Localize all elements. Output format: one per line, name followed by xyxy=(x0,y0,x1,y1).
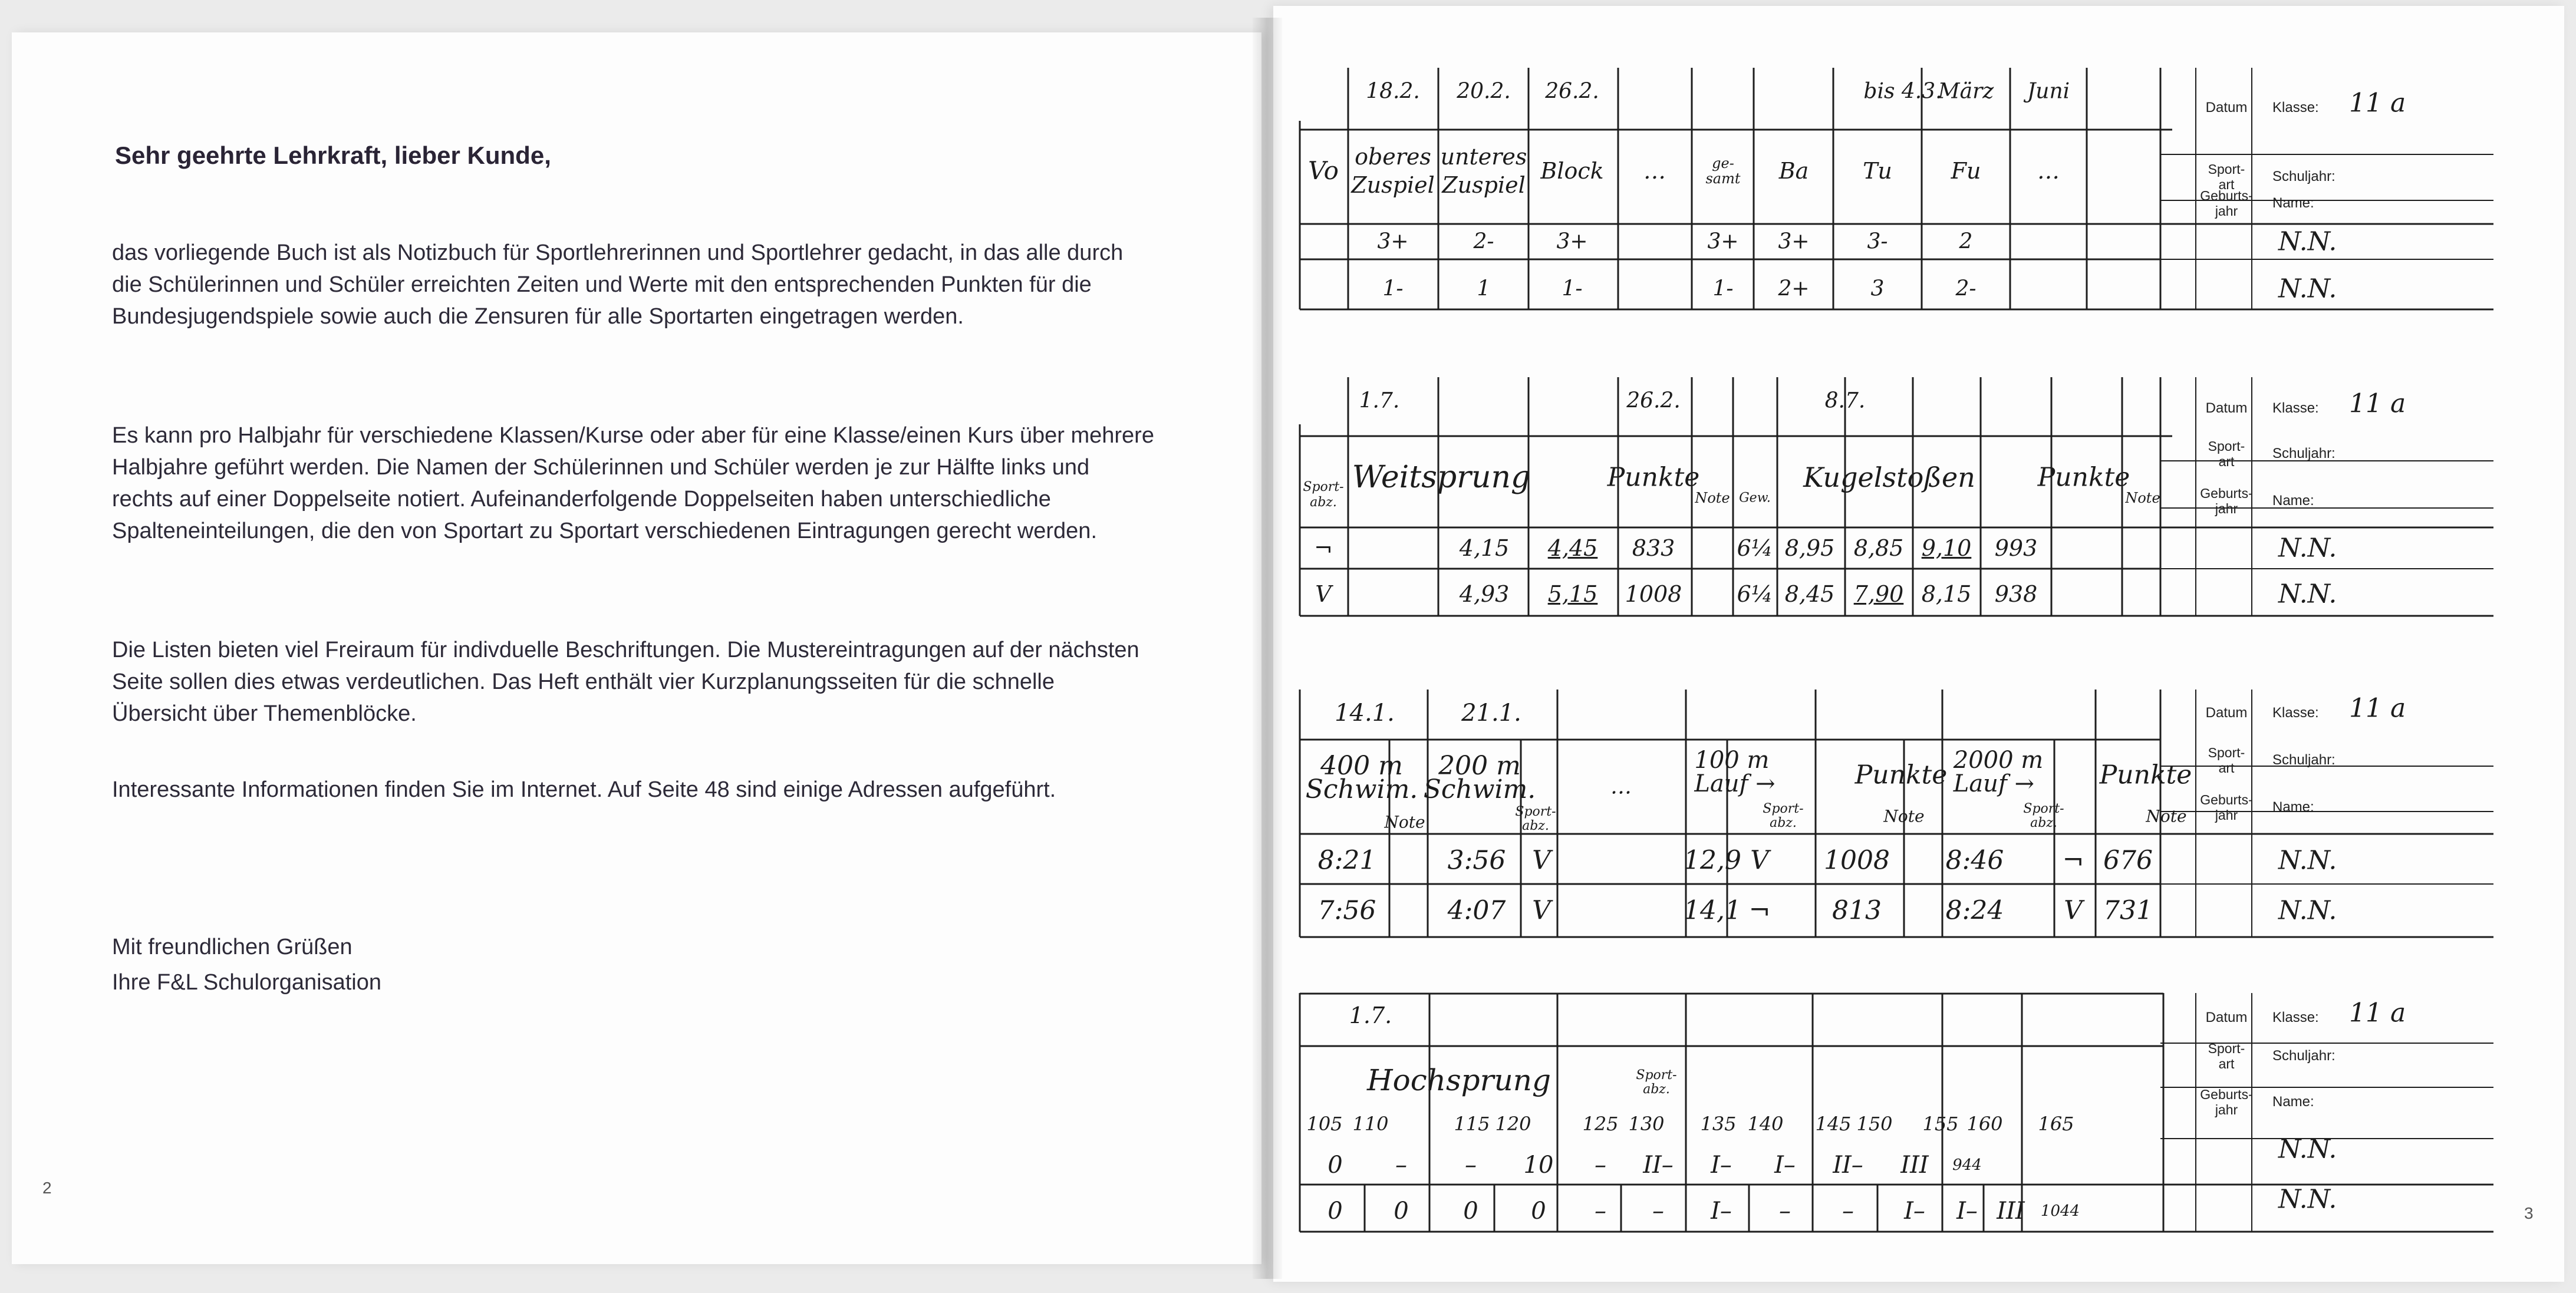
letter-closing-2: Ihre F&L Schulorganisation xyxy=(112,970,381,995)
height-label: 160 xyxy=(1966,1113,2003,1135)
height-result-cell: – xyxy=(1652,1198,1664,1225)
result-cell: 8,85 xyxy=(1853,535,1904,561)
height-result-cell: II– xyxy=(1643,1152,1674,1179)
result-cell: 4:07 xyxy=(1447,895,1506,926)
height-result-cell: I– xyxy=(1774,1152,1796,1179)
column-header: Sport- abz. xyxy=(2023,801,2064,830)
name-label: Name: xyxy=(2272,195,2314,211)
height-label: 125 xyxy=(1582,1113,1619,1135)
klasse-label: Klasse: xyxy=(2272,100,2319,116)
column-header: Note xyxy=(1695,490,1730,506)
sportart-label: Sport- art xyxy=(2208,438,2245,469)
height-result-cell: – xyxy=(1779,1198,1791,1225)
result-cell: ¬ xyxy=(1748,895,1771,926)
column-header: Sport- abz. xyxy=(1303,480,1344,510)
grade-cell: 1 xyxy=(1477,276,1491,301)
schuljahr-label: Schuljahr: xyxy=(2272,1048,2335,1064)
letter-paragraph-3: Die Listen bieten viel Freiraum für indivduelle Beschriftungen. Die Mustereintragungen auf der nächsten Seite sollen dies etwas verdeutlichen. Das Heft enthält vier Kurzplanungsseiten für die schnelle Übersicht über Themenblöcke. xyxy=(112,638,1139,726)
height-label: 110 xyxy=(1352,1113,1389,1135)
sportart-label: Sport- art xyxy=(2208,1041,2245,1071)
column-header: 2000 m Lauf → xyxy=(1953,747,2044,797)
result-cell: 9,10 xyxy=(1921,535,1972,561)
student-name: N.N. xyxy=(2278,579,2337,609)
grade-cell: 1- xyxy=(1382,276,1404,301)
student-name: N.N. xyxy=(2278,845,2337,876)
result-cell: V xyxy=(1532,895,1551,926)
column-header: Fu xyxy=(1951,158,1981,184)
result-cell: 1008 xyxy=(1625,581,1682,607)
result-cell: 8,45 xyxy=(1784,581,1835,607)
grade-cell: 2- xyxy=(1955,276,1977,301)
result-cell: 1008 xyxy=(1824,845,1890,876)
column-header: Hochsprung xyxy=(1367,1063,1551,1097)
student-name: N.N. xyxy=(2278,895,2337,926)
date-cell: 21.1. xyxy=(1461,700,1521,727)
student-name: N.N. xyxy=(2278,533,2337,563)
klasse-value: 11 a xyxy=(2349,998,2406,1028)
sportart-label: Sport- art xyxy=(2208,161,2245,192)
grade-cell: 2+ xyxy=(1778,276,1810,301)
grade-cell: 3- xyxy=(1867,229,1888,254)
klasse-label: Klasse: xyxy=(2272,400,2319,416)
klasse-value: 11 a xyxy=(2349,693,2406,724)
grade-cell: 1- xyxy=(1562,276,1583,301)
geburtsjahr-label: Geburts- jahr xyxy=(2200,1087,2253,1117)
date-cell: 1.7. xyxy=(1359,388,1400,413)
column-header: Punkte xyxy=(1607,462,1700,493)
height-result-cell: I– xyxy=(1711,1152,1732,1179)
result-cell: 993 xyxy=(1994,535,2038,561)
height-label: 135 xyxy=(1700,1113,1737,1135)
height-label: 120 xyxy=(1495,1113,1531,1135)
klasse-label: Klasse: xyxy=(2272,1010,2319,1025)
result-cell: 4,93 xyxy=(1459,581,1510,607)
letter-greeting: Sehr geehrte Lehrkraft, lieber Kunde, xyxy=(115,141,551,169)
result-cell: V xyxy=(1315,581,1332,607)
column-header: Vo xyxy=(1308,156,1339,185)
name-label: Name: xyxy=(2272,1094,2314,1110)
geburtsjahr-label: Geburts- jahr xyxy=(2200,188,2253,219)
column-header: … xyxy=(1643,158,1666,184)
height-label: 115 xyxy=(1454,1113,1490,1135)
date-cell: Juni xyxy=(2027,79,2070,104)
column-header: Weitsprung xyxy=(1352,460,1531,495)
letter-paragraph-4: Interessante Informationen finden Sie im Internet. Auf Seite 48 sind einige Adressen aufgeführt. xyxy=(112,777,1056,802)
date-cell: 1.7. xyxy=(1349,1002,1392,1028)
height-result-cell: – xyxy=(1842,1198,1854,1225)
height-result-cell: 1044 xyxy=(2040,1202,2080,1220)
grade-cell: 2 xyxy=(1959,229,1973,254)
height-result-cell: 944 xyxy=(1952,1156,1982,1174)
result-cell: 8:46 xyxy=(1945,845,2004,876)
result-cell: 8:24 xyxy=(1945,895,2004,926)
schuljahr-label: Schuljahr: xyxy=(2272,169,2335,184)
height-result-cell: – xyxy=(1595,1198,1606,1225)
column-header: Ba xyxy=(1778,158,1809,184)
column-header: oberes Zuspiel xyxy=(1351,144,1435,198)
book-gutter xyxy=(1253,18,1282,1279)
height-result-cell: – xyxy=(1465,1152,1477,1179)
date-cell: 26.2. xyxy=(1626,388,1681,413)
schuljahr-label: Schuljahr: xyxy=(2272,446,2335,461)
height-result-cell: – xyxy=(1595,1152,1606,1179)
klasse-label: Klasse: xyxy=(2272,705,2319,721)
height-result-cell: I– xyxy=(1904,1198,1925,1225)
result-cell: 7:56 xyxy=(1317,895,1376,926)
sportart-label: Sport- art xyxy=(2208,745,2245,776)
height-result-cell: III xyxy=(1900,1152,1929,1179)
date-cell: 20.2. xyxy=(1457,79,1511,104)
height-result-cell: 0 xyxy=(1327,1152,1343,1179)
result-cell: 8,15 xyxy=(1921,581,1972,607)
grade-cell: 2- xyxy=(1473,229,1494,254)
result-cell: V xyxy=(1750,845,1769,876)
height-result-cell: II– xyxy=(1833,1152,1863,1179)
height-label: 155 xyxy=(1922,1113,1959,1135)
column-header: Sport- abz. xyxy=(1763,801,1804,830)
grade-cell: 3 xyxy=(1870,276,1885,301)
column-header: Note xyxy=(2125,490,2160,506)
height-label: 145 xyxy=(1815,1113,1852,1135)
height-label: 140 xyxy=(1747,1113,1784,1135)
height-result-cell: III xyxy=(1997,1198,2025,1225)
student-name: N.N. xyxy=(2278,1134,2337,1165)
student-name: N.N. xyxy=(2278,1184,2337,1215)
student-name: N.N. xyxy=(2278,273,2337,304)
column-header: 100 m Lauf → xyxy=(1694,747,1775,797)
height-result-cell: 0 xyxy=(1394,1198,1409,1225)
column-header: Sport- abz. xyxy=(1636,1068,1677,1097)
datum-label: Datum xyxy=(2205,1010,2248,1025)
name-label: Name: xyxy=(2272,493,2314,509)
result-cell: 4,15 xyxy=(1459,535,1510,561)
date-cell: März xyxy=(1938,79,1994,104)
column-header: unteres Zuspiel xyxy=(1440,144,1527,198)
grade-cell: 3+ xyxy=(1707,229,1739,254)
result-cell: 676 xyxy=(2103,845,2153,876)
result-cell: 6¼ xyxy=(1737,535,1773,561)
height-label: 150 xyxy=(1856,1113,1893,1135)
student-name: N.N. xyxy=(2278,226,2337,257)
page-number-right: 3 xyxy=(2524,1204,2534,1222)
datum-label: Datum xyxy=(2205,705,2248,721)
date-cell: 14.1. xyxy=(1335,700,1395,727)
column-header: Kugelstoßen xyxy=(1803,461,1975,493)
height-label: 105 xyxy=(1306,1113,1343,1135)
column-header: Note xyxy=(2146,806,2187,826)
height-result-cell: – xyxy=(1395,1152,1407,1179)
column-header: Tu xyxy=(1863,158,1892,184)
height-result-cell: 10 xyxy=(1523,1152,1554,1179)
grade-cell: 3+ xyxy=(1556,229,1588,254)
height-label: 130 xyxy=(1628,1113,1665,1135)
result-cell: 813 xyxy=(1832,895,1882,926)
column-header: Note xyxy=(1384,812,1425,832)
result-cell: ¬ xyxy=(2062,845,2084,876)
geburtsjahr-label: Geburts- jahr xyxy=(2200,792,2253,823)
geburtsjahr-label: Geburts- jahr xyxy=(2200,486,2253,516)
height-result-cell: 0 xyxy=(1463,1198,1478,1225)
result-cell: 8,95 xyxy=(1784,535,1835,561)
column-header: … xyxy=(2037,158,2060,184)
letter-paragraph-1: das vorliegende Buch ist als Notizbuch für Sportlehrerinnen und Sportlehrer gedacht, in das alle durch die Schülerinnen und Schüler erreichten Zeiten und Werte mit den entsprechenden Punkten für die Bundesjugendspiele sowie auch die Zensuren für alle Sportarten eingetragen werden. xyxy=(112,240,1124,329)
grade-cell: 3+ xyxy=(1377,229,1409,254)
name-label: Name: xyxy=(2272,799,2314,815)
result-cell: 8:21 xyxy=(1317,845,1376,876)
height-result-cell: I– xyxy=(1956,1198,1978,1225)
column-header: Punkte xyxy=(2099,760,2192,790)
datum-label: Datum xyxy=(2205,100,2248,116)
date-cell: 18.2. xyxy=(1366,79,1420,104)
datum-label: Datum xyxy=(2205,400,2248,416)
column-header: Punkte xyxy=(2037,462,2130,493)
column-header: 200 m Schwim. xyxy=(1423,751,1536,804)
result-cell: 5,15 xyxy=(1547,581,1598,607)
date-cell: bis 4.3. xyxy=(1863,79,1942,104)
klasse-value: 11 a xyxy=(2349,88,2406,118)
result-cell: ¬ xyxy=(1314,535,1333,561)
grade-cell: 1- xyxy=(1712,276,1734,301)
column-header: 400 m Schwim. xyxy=(1305,751,1418,804)
date-cell: 8.7. xyxy=(1824,388,1866,413)
letter-paragraph-2: Es kann pro Halbjahr für verschiedene Klassen/Kurse oder aber für eine Klasse/einen Kurs über mehrere Halbjahre geführt werden. Die Namen der Schülerinnen und Schüler werden je zur Hälfte links und rechts auf einer Doppelseite notiert. Aufeinanderfolgende Doppelseiten haben unterschiedliche Spalteneinteilungen, die den von Sportart zu Sportart verschiedenen Eintragungen gerecht werden. xyxy=(112,423,1154,543)
letter-closing-1: Mit freundlichen Grüßen xyxy=(112,935,353,959)
date-cell: 26.2. xyxy=(1545,79,1599,104)
column-header: Sport- abz. xyxy=(1515,804,1556,833)
height-result-cell: 0 xyxy=(1327,1198,1343,1225)
column-header: Gew. xyxy=(1739,490,1771,506)
height-result-cell: I– xyxy=(1711,1198,1732,1225)
result-cell: 3:56 xyxy=(1447,845,1506,876)
result-cell: V xyxy=(1532,845,1551,876)
result-cell: 14,1 xyxy=(1684,895,1741,926)
column-header: Note xyxy=(1883,806,1925,826)
result-cell: 12,9 xyxy=(1684,845,1741,876)
result-cell: 4,45 xyxy=(1547,535,1598,561)
result-cell: 7,90 xyxy=(1853,581,1904,607)
result-cell: 6¼ xyxy=(1737,581,1773,607)
result-cell: V xyxy=(2064,895,2083,926)
height-result-cell: 0 xyxy=(1531,1198,1546,1225)
grade-cell: 3+ xyxy=(1778,229,1810,254)
result-cell: 938 xyxy=(1994,581,2038,607)
result-cell: 731 xyxy=(2103,895,2153,926)
page-number-left: 2 xyxy=(42,1179,52,1197)
column-header: Punkte xyxy=(1854,760,1948,790)
schuljahr-label: Schuljahr: xyxy=(2272,752,2335,768)
column-header: ge- samt xyxy=(1705,155,1741,187)
height-label: 165 xyxy=(2038,1113,2074,1135)
result-cell: 833 xyxy=(1632,535,1675,561)
column-header: … xyxy=(1610,774,1632,799)
klasse-value: 11 a xyxy=(2349,388,2406,419)
column-header: Block xyxy=(1540,158,1604,184)
